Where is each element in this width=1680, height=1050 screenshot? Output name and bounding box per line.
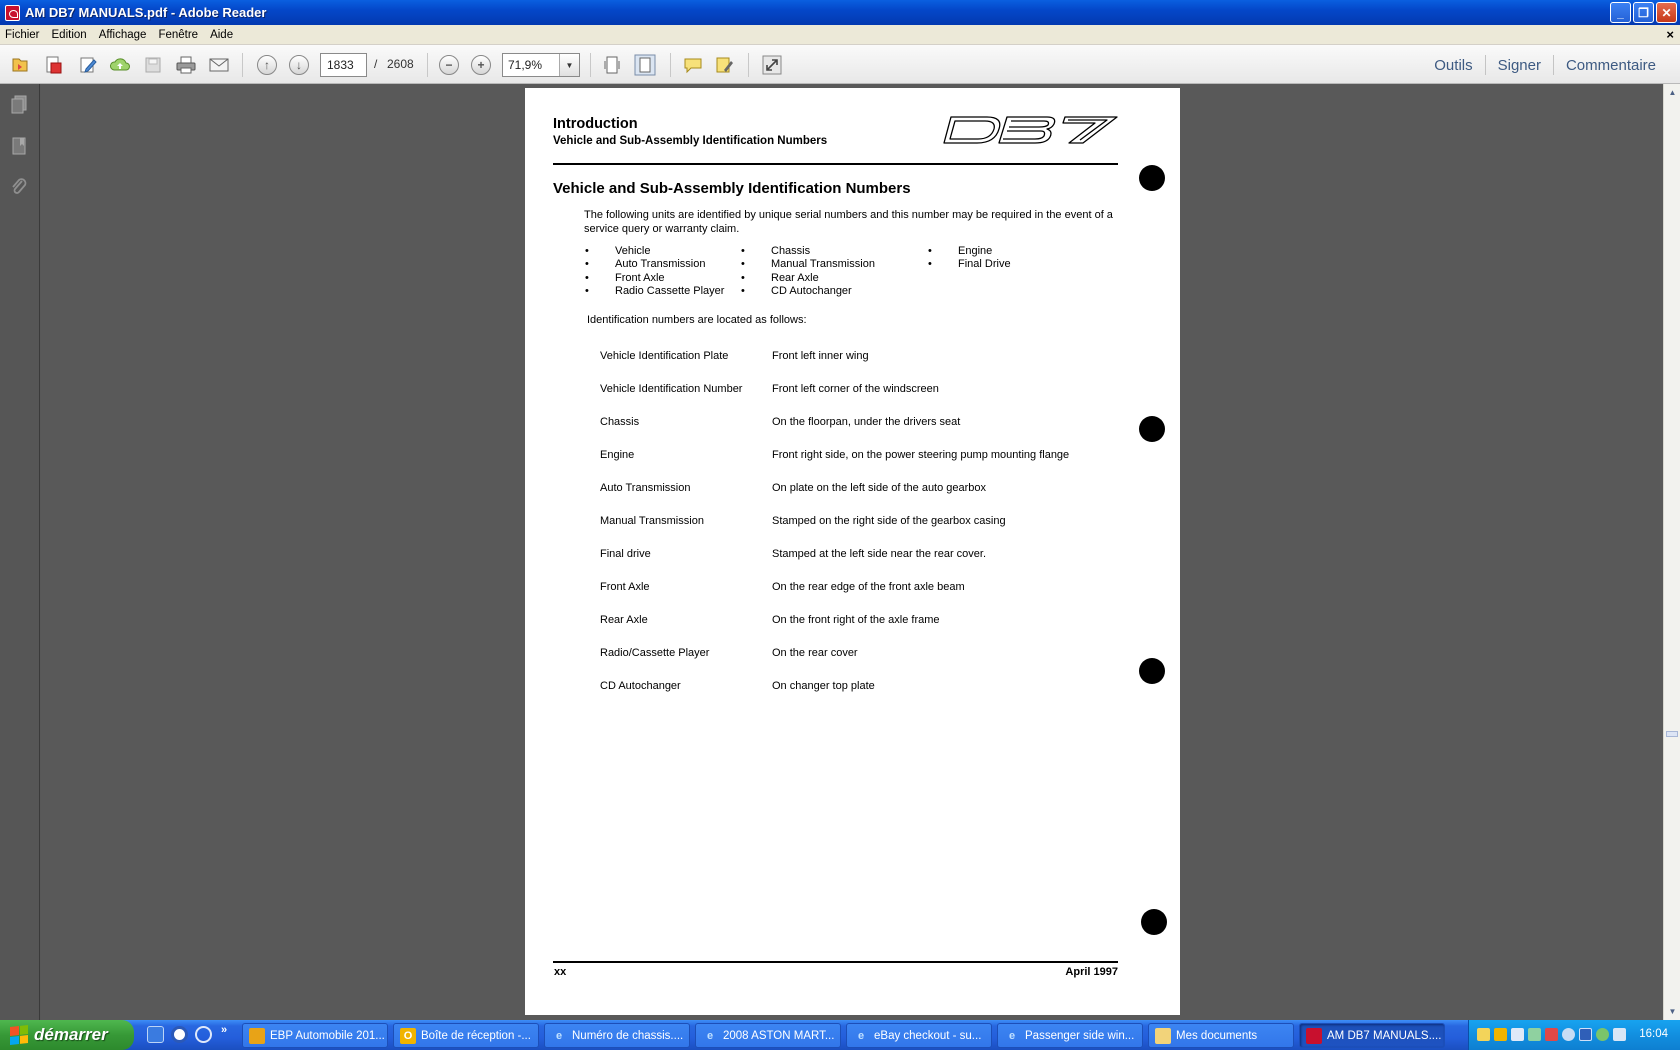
refresh-icon[interactable] xyxy=(195,1026,212,1043)
list-item: • Engine xyxy=(927,245,1011,258)
window-title: AM DB7 MANUALS.pdf - Adobe Reader xyxy=(25,5,267,20)
folder-icon xyxy=(1155,1028,1171,1044)
list-item: • Radio Cassette Player xyxy=(584,285,724,298)
locations-intro: Identification numbers are located as follows: xyxy=(587,314,807,326)
row-item: Vehicle Identification Number xyxy=(600,383,743,395)
punch-hole xyxy=(1139,658,1165,684)
toolbar-separator xyxy=(748,53,749,77)
row-location: On changer top plate xyxy=(772,680,875,692)
menu-edition[interactable]: Edition xyxy=(51,28,87,41)
row-item: Vehicle Identification Plate xyxy=(600,350,729,362)
start-label: démarrer xyxy=(34,1025,108,1044)
windows-logo-icon xyxy=(10,1025,28,1045)
row-location: Front left inner wing xyxy=(772,350,869,362)
page-thumbnails-icon[interactable] xyxy=(9,94,29,116)
scrollbar-thumb[interactable] xyxy=(1666,731,1678,737)
scroll-up-icon[interactable]: ▲ xyxy=(1668,88,1677,97)
fit-page-scroll-icon[interactable] xyxy=(601,54,623,76)
toolbar-separator xyxy=(670,53,671,77)
print-icon[interactable] xyxy=(175,54,197,76)
row-item: Chassis xyxy=(600,416,640,428)
task-label: AM DB7 MANUALS.... xyxy=(1327,1029,1442,1042)
row-location: On the rear cover xyxy=(772,647,858,659)
window-controls xyxy=(1610,2,1677,23)
row-location: Front right side, on the power steering pump mounting flange xyxy=(772,449,1070,461)
quicklaunch-more-icon[interactable]: » xyxy=(221,1024,228,1036)
clock: 16:04 xyxy=(1639,1028,1668,1040)
system-tray xyxy=(1468,1020,1680,1050)
open-file-icon[interactable] xyxy=(9,54,31,76)
close-document-icon[interactable]: × xyxy=(1666,27,1674,42)
bullet-column-2 xyxy=(740,245,875,299)
list-item: • Rear Axle xyxy=(740,272,875,285)
save-icon[interactable] xyxy=(142,54,164,76)
task-inbox[interactable] xyxy=(393,1023,539,1048)
punch-hole xyxy=(1139,165,1165,191)
title-bar xyxy=(0,0,1680,25)
row-location: On the floorpan, under the drivers seat xyxy=(772,416,961,428)
task-label: Mes documents xyxy=(1176,1029,1258,1042)
list-item: • CD Autochanger xyxy=(740,285,875,298)
display-tray-icon[interactable] xyxy=(1579,1028,1592,1041)
row-location: On the front right of the axle frame xyxy=(772,614,940,626)
page-footer-number: xx xyxy=(554,966,567,978)
footer-rule xyxy=(553,961,1118,963)
toolbar-separator xyxy=(590,53,591,77)
start-button[interactable] xyxy=(0,1020,134,1050)
cloud-upload-icon[interactable] xyxy=(109,54,131,76)
list-item: • Auto Transmission xyxy=(584,258,724,271)
row-item: Radio/Cassette Player xyxy=(600,647,710,659)
row-item: Manual Transmission xyxy=(600,515,704,527)
restore-button[interactable]: ❐ xyxy=(1633,2,1654,23)
db7-logo xyxy=(943,114,1118,146)
list-item: • Manual Transmission xyxy=(740,258,875,271)
row-item: Auto Transmission xyxy=(600,482,691,494)
row-location: On the rear edge of the front axle beam xyxy=(772,581,965,593)
sync-tray-icon[interactable] xyxy=(1596,1028,1609,1041)
update-tray-icon[interactable] xyxy=(1562,1028,1575,1041)
fit-page-icon[interactable] xyxy=(634,54,656,76)
punch-hole xyxy=(1141,909,1167,935)
messenger-tray-icon[interactable] xyxy=(1511,1028,1524,1041)
task-label: EBP Automobile 201... xyxy=(270,1029,385,1042)
scroll-down-icon[interactable]: ▼ xyxy=(1668,1007,1677,1016)
create-pdf-icon[interactable] xyxy=(42,54,64,76)
task-label: Numéro de chassis.... xyxy=(572,1029,684,1042)
task-adobe-reader[interactable] xyxy=(1299,1023,1445,1048)
row-location: On plate on the left side of the auto gearbox xyxy=(772,482,987,494)
email-icon[interactable] xyxy=(208,54,230,76)
page-separator: / xyxy=(374,57,378,71)
outlook-tray-icon[interactable] xyxy=(1494,1028,1507,1041)
task-passenger-side[interactable] xyxy=(997,1023,1143,1048)
page-number-input[interactable]: 1833 xyxy=(320,53,367,77)
row-item: Rear Axle xyxy=(600,614,648,626)
tools-link[interactable]: Outils xyxy=(1434,56,1473,74)
list-item: • Vehicle xyxy=(584,245,724,258)
minimize-button[interactable]: _ xyxy=(1610,2,1631,23)
task-ebp-automobile[interactable] xyxy=(242,1023,388,1048)
menu-affichage[interactable]: Affichage xyxy=(98,28,147,41)
previous-page-icon[interactable]: ↑ xyxy=(256,54,278,76)
task-label: Boîte de réception -... xyxy=(421,1029,531,1042)
close-button[interactable]: ✕ xyxy=(1656,2,1677,23)
comment-link[interactable]: Commentaire xyxy=(1565,56,1656,74)
navigation-panel xyxy=(0,84,40,1020)
antivirus-tray-icon[interactable] xyxy=(1545,1028,1558,1041)
row-location: Front left corner of the windscreen xyxy=(772,383,939,395)
zoom-out-icon[interactable]: − xyxy=(438,54,460,76)
task-chassis[interactable] xyxy=(544,1023,690,1048)
chevron-down-icon[interactable]: ▼ xyxy=(559,54,579,76)
page-header-title: Introduction xyxy=(553,116,638,132)
zoom-select[interactable] xyxy=(502,53,580,77)
menu-bar xyxy=(0,25,1680,45)
pdf-page xyxy=(525,88,1180,1015)
bullet-column-1 xyxy=(584,245,724,299)
list-item: • Front Axle xyxy=(584,272,724,285)
menu-aide[interactable]: Aide xyxy=(210,28,234,41)
page-total: 2608 xyxy=(387,57,414,71)
adobe-reader-icon xyxy=(5,5,20,21)
header-rule xyxy=(553,163,1118,165)
toolbar-separator xyxy=(427,53,428,77)
vertical-scrollbar[interactable] xyxy=(1663,84,1680,1020)
zoom-in-icon[interactable]: + xyxy=(470,54,492,76)
row-location: Stamped at the left side near the rear cover. xyxy=(772,548,987,560)
task-aston-martin[interactable] xyxy=(695,1023,841,1048)
bookmarks-icon[interactable] xyxy=(9,135,29,157)
full-screen-icon[interactable] xyxy=(761,54,783,76)
task-label: 2008 ASTON MART... xyxy=(723,1029,835,1042)
section-title: Vehicle and Sub-Assembly Identification Numbers xyxy=(553,180,911,197)
toolbar xyxy=(0,45,1680,84)
bullet-column-3 xyxy=(927,245,1011,272)
edit-pdf-icon[interactable] xyxy=(77,54,99,76)
taskbar xyxy=(0,1020,1680,1050)
ie-icon: e xyxy=(706,1029,714,1042)
task-label: Passenger side win... xyxy=(1025,1029,1135,1042)
row-item: CD Autochanger xyxy=(600,680,681,692)
punch-hole xyxy=(1139,416,1165,442)
list-item: • Chassis xyxy=(740,245,875,258)
list-item: • Final Drive xyxy=(927,258,1011,271)
comment-icon[interactable] xyxy=(682,54,704,76)
menu-fenetre[interactable]: Fenêtre xyxy=(158,28,199,41)
ie-icon: e xyxy=(555,1029,563,1042)
mail-tray-icon[interactable] xyxy=(1477,1028,1490,1041)
menu-fichier[interactable]: Fichier xyxy=(5,28,40,41)
next-page-icon[interactable]: ↓ xyxy=(288,54,310,76)
adobe-reader-icon xyxy=(1306,1028,1322,1044)
media-player-icon[interactable] xyxy=(171,1026,188,1043)
task-ebay[interactable] xyxy=(846,1023,992,1048)
intro-paragraph: The following units are identified by unique serial numbers and this number may be required in the event of a service query or warranty claim. xyxy=(584,209,1113,235)
row-item: Engine xyxy=(600,449,635,461)
row-item: Front Axle xyxy=(600,581,650,593)
task-label: eBay checkout - su... xyxy=(874,1029,982,1042)
row-location: Stamped on the right side of the gearbox casing xyxy=(772,515,1006,527)
row-item: Final drive xyxy=(600,548,651,560)
toolbar-separator xyxy=(242,53,243,77)
page-footer-date: April 1997 xyxy=(1065,966,1118,978)
right-panel-links xyxy=(1422,55,1668,75)
ie-icon: e xyxy=(857,1029,865,1042)
page-header-subtitle: Vehicle and Sub-Assembly Identification Numbers xyxy=(553,135,828,147)
ie-icon: e xyxy=(1008,1029,1016,1042)
zoom-value: 71,9% xyxy=(508,58,543,72)
sign-link[interactable]: Signer xyxy=(1497,56,1541,74)
attachments-icon[interactable] xyxy=(9,176,29,198)
task-my-documents[interactable] xyxy=(1148,1023,1294,1048)
volume-tray-icon[interactable] xyxy=(1613,1028,1626,1041)
ie-quicklaunch-icon[interactable] xyxy=(147,1026,164,1043)
app-icon xyxy=(249,1028,265,1044)
highlight-icon[interactable] xyxy=(714,54,736,76)
outlook-icon: O xyxy=(400,1028,416,1044)
network-tray-icon[interactable] xyxy=(1528,1028,1541,1041)
